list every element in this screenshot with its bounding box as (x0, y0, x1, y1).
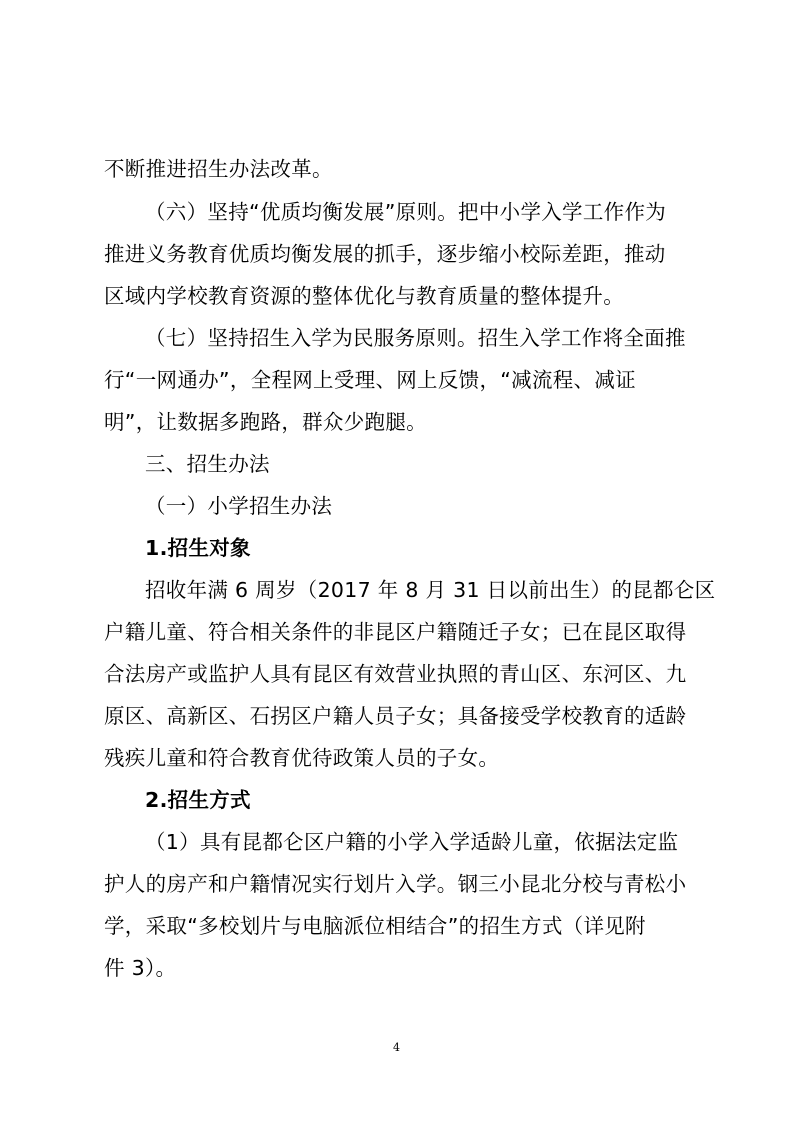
paragraph-line: （六）坚持“优质均衡发展”原则。把中小学入学工作作为 (145, 200, 667, 224)
paragraph-line: 合法房产或监护人具有昆区有效营业执照的青山区、东河区、九 (104, 662, 687, 686)
paragraph-line: 不断推进招生办法改革。 (104, 157, 333, 181)
item-heading: 2.招生方式 (145, 788, 251, 812)
paragraph-line: 户籍儿童、符合相关条件的非昆区户籍随迁子女；已在昆区取得 (104, 620, 687, 644)
paragraph-line: （七）坚持招生入学为民服务原则。招生入学工作将全面推 (145, 326, 686, 350)
paragraph-line: 招收年满 6 周岁（2017 年 8 月 31 日以前出生）的昆都仑区 (145, 578, 716, 602)
paragraph-line: 明”，让数据多跑路，群众少跑腿。 (104, 410, 427, 434)
paragraph-line: 护人的房产和户籍情况实行划片入学。钢三小昆北分校与青松小 (104, 872, 687, 896)
paragraph-line: 件 3）。 (104, 956, 177, 980)
paragraph-line: （1）具有昆都仑区户籍的小学入学适龄儿童，依据法定监 (145, 830, 679, 854)
item-heading: 1.招生对象 (145, 536, 251, 560)
paragraph-line: 推进义务教育优质均衡发展的抓手，逐步缩小校际差距，推动 (104, 242, 666, 266)
paragraph-line: 学，采取“多校划片与电脑派位相结合”的招生方式（详见附 (104, 914, 646, 938)
paragraph-line: 原区、高新区、石拐区户籍人员子女；具备接受学校教育的适龄 (104, 704, 687, 728)
section-heading: 三、招生办法 (145, 452, 270, 476)
paragraph-line: 残疾儿童和符合教育优待政策人员的子女。 (104, 746, 500, 770)
subsection-heading: （一）小学招生办法 (145, 494, 333, 518)
page-number: 4 (393, 1041, 400, 1054)
paragraph-line: 区域内学校教育资源的整体优化与教育质量的整体提升。 (104, 284, 624, 308)
paragraph-line: 行“一网通办”，全程网上受理、网上反馈，“减流程、减证 (104, 368, 636, 392)
